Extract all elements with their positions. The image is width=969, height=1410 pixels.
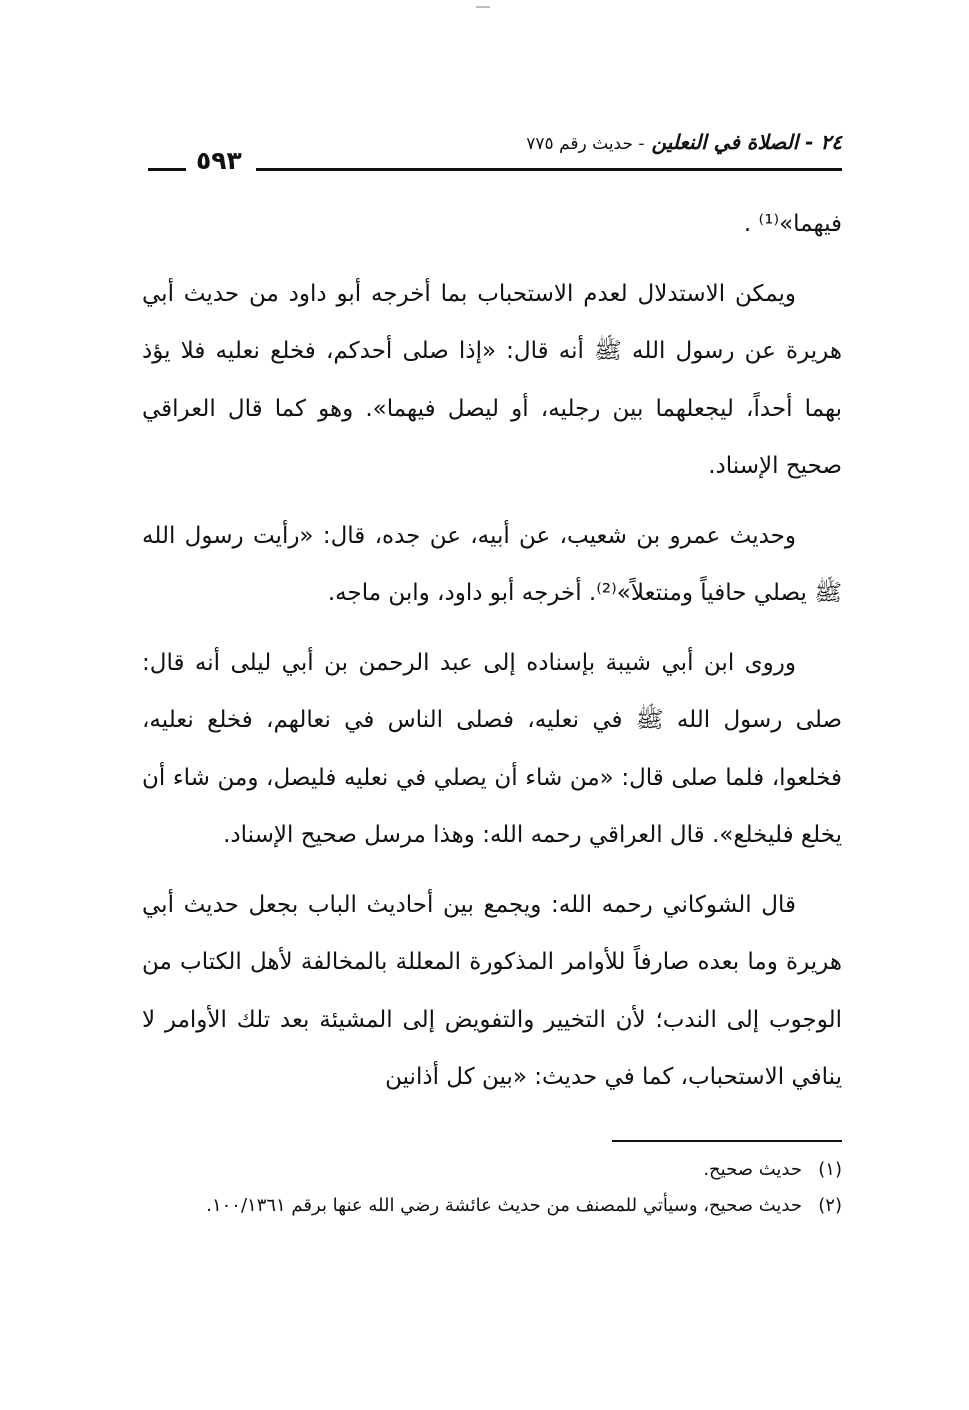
chapter-title: ٢٤ - الصلاة في النعلين (651, 130, 842, 154)
footnote-2 (142, 1188, 842, 1224)
paragraph-shawkani: قال الشوكاني رحمه الله: ويجمع بين أحاديث الباب بجعل حديث أبي هريرة وما بعده صارفاً للأوامر المذكورة المعللة بالمخالفة لأهل الكتاب من الوجوب إلى الندب؛ لأن التخيير والتفويض إلى المشيئة بعد تلك الأوامر لا ينافي الاستحباب، كما في حديث: «بين كل أذانين (142, 891, 842, 1090)
footnote-text: حديث صحيح، وسيأتي للمصنف من حديث عائشة رضي الله عنها برقم ١٠٠/١٣٦١. (206, 1195, 802, 1216)
running-title (526, 130, 842, 154)
scan-mark (476, 6, 490, 8)
hadith-reference: - حديث رقم ٧٧٥ (526, 134, 645, 154)
header-rule (256, 168, 842, 171)
paragraph-abu-dawud: ويمكن الاستدلال لعدم الاستحباب بما أخرجه أبو داود من حديث أبي هريرة عن رسول الله ﷺ أنه قال: «إذا صلى أحدكم، فخلع نعليه فلا يؤذ بهما أحداً، ليجعلهما بين رجليه، أو ليصل فيهما». وهو كما قال العراقي صحيح الإسناد. (142, 280, 842, 479)
main-text (142, 196, 842, 1107)
paragraph-ibn-abi-shaybah: وروى ابن أبي شيبة بإسناده إلى عبد الرحمن بن أبي ليلى أنه قال: صلى رسول الله ﷺ في نعليه، فصلى الناس في نعالهم، فخلع نعليه، فخلعوا، فلما صلى قال: «من شاء أن يصلي في نعليه فليصل، ومن شاء أن يخلع فليخلع». قال العراقي رحمه الله: وهذا مرسل صحيح الإسناد. (142, 649, 842, 848)
paragraph-continuation: فيهما»⁽¹⁾ . (743, 211, 842, 237)
footnote-1 (142, 1152, 842, 1188)
page-number-rule (148, 168, 186, 171)
footnote-number: (٢) (818, 1195, 842, 1216)
footnote-text: حديث صحيح. (703, 1159, 802, 1180)
page-header (148, 128, 842, 180)
page-number: ٥٩٣ (196, 146, 242, 175)
paragraph-amr-ibn-shuayb: وحديث عمرو بن شعيب، عن أبيه، عن جده، قال: «رأيت رسول الله ﷺ يصلي حافياً ومنتعلاً»⁽²⁾. أخرجه أبو داود، وابن ماجه. (142, 522, 842, 606)
footnote-separator (612, 1140, 842, 1142)
footnotes (142, 1152, 842, 1224)
footnote-number: (١) (818, 1159, 842, 1180)
